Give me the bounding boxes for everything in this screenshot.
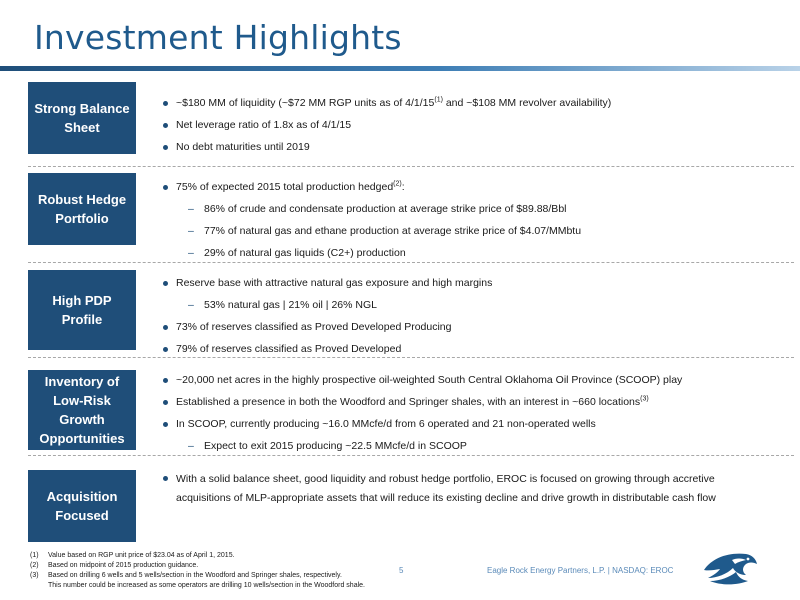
page-number: 5 xyxy=(399,566,404,575)
bullet-item: Net leverage ratio of 1.8x as of 4/1/15 xyxy=(160,114,770,136)
bullet-item: 75% of expected 2015 total production hedged$^{(2)}$: xyxy=(160,176,770,198)
bullet-list xyxy=(160,92,770,158)
sub-bullet-item: – 77% of natural gas and ethane production at average strike price of $4.07/MMbtu xyxy=(160,220,770,242)
section-label-box xyxy=(28,370,136,450)
eagle-head-logo-icon xyxy=(702,548,758,590)
footnote-text: Based on drilling 6 wells and 5 wells/section in the Woodford and Springer shales, respectively. xyxy=(48,572,342,579)
bullet-list xyxy=(160,176,770,264)
section-inventory-low-risk-growth xyxy=(28,370,778,450)
sub-bullet-item: – 53% natural gas | 21% oil | 26% NGL xyxy=(160,294,770,316)
company-name: Eagle Rock Energy Partners, L.P. | NASDAQ: EROC xyxy=(487,566,674,575)
title-rule xyxy=(0,66,800,71)
sub-bullet-item: – 86% of crude and condensate production at average strike price of $89.88/Bbl xyxy=(160,198,770,220)
section-label-box xyxy=(28,470,136,542)
bullet-item: Reserve base with attractive natural gas exposure and high margins xyxy=(160,272,770,294)
bullet-list xyxy=(160,468,720,508)
bullet-item: Established a presence in both the Woodford and Springer shales, with an interest in ~660 locations$^{(3)}$ xyxy=(160,391,770,413)
bullet-item: With a solid balance sheet, good liquidity and robust hedge portfolio, EROC is focused on growing through accretive acquisitions of MLP-appropriate assets that will reduce its existing decline and drive growth in distributable cash flow xyxy=(160,468,720,508)
footnote-number: (1) xyxy=(30,552,39,559)
bullet-item: 79% of reserves classified as Proved Developed xyxy=(160,338,770,360)
footnote-text: This number could be increased as some operators are drilling 10 wells/section in the Woodford shale. xyxy=(48,582,365,589)
footnote xyxy=(30,571,450,581)
footnotes xyxy=(30,551,450,591)
section-label: Strong Balance Sheet xyxy=(34,101,130,135)
sub-bullet-item: – Expect to exit 2015 producing ~22.5 MMcfe/d in SCOOP xyxy=(160,435,770,457)
section-divider xyxy=(28,455,794,456)
footnote xyxy=(30,561,450,571)
section-high-pdp-profile xyxy=(28,270,778,355)
sub-bullet-item: – 29% of natural gas liquids (C2+) production xyxy=(160,242,770,264)
bullet-list xyxy=(160,369,770,457)
bullet-item: ~20,000 net acres in the highly prospective oil-weighted South Central Oklahoma Oil Province (SCOOP) play xyxy=(160,369,770,391)
section-label-box xyxy=(28,173,136,245)
bullet-item: In SCOOP, currently producing ~16.0 MMcfe/d from 6 operated and 21 non-operated wells xyxy=(160,413,770,435)
footnote-text: Based on midpoint of 2015 production guidance. xyxy=(48,562,199,569)
bullet-item: No debt maturities until 2019 xyxy=(160,136,770,158)
page-title: Investment Highlights xyxy=(34,18,402,57)
footnote-number: (3) xyxy=(30,572,39,579)
bullet-item: ~$180 MM of liquidity (~$72 MM RGP units as of 4/1/15$^{(1)}$ and ~$108 MM revolver availability) xyxy=(160,92,770,114)
bullet-item: 73% of reserves classified as Proved Developed Producing xyxy=(160,316,770,338)
footnote-ref: (1) xyxy=(434,96,443,104)
section-robust-hedge-portfolio xyxy=(28,173,778,259)
footnote xyxy=(30,581,450,591)
footnote-ref: (3) xyxy=(640,395,649,403)
section-label: Inventory of Low-Risk Growth Opportunities xyxy=(39,374,125,446)
footnote-ref: (2) xyxy=(393,180,402,188)
footnote xyxy=(30,551,450,561)
bullet-list xyxy=(160,272,770,360)
section-divider xyxy=(28,166,794,167)
section-acquisition-focused xyxy=(28,470,778,542)
section-strong-balance-sheet xyxy=(28,82,778,154)
section-divider xyxy=(28,262,794,263)
section-label: Acquisition Focused xyxy=(46,489,118,523)
section-label: High PDP Profile xyxy=(52,293,112,327)
footnote-text: Value based on RGP unit price of $23.04 as of April 1, 2015. xyxy=(48,552,235,559)
section-label-box xyxy=(28,82,136,154)
section-label: Robust Hedge Portfolio xyxy=(37,192,127,226)
footnote-number: (2) xyxy=(30,562,39,569)
section-label-box xyxy=(28,270,136,350)
section-divider xyxy=(28,357,794,358)
